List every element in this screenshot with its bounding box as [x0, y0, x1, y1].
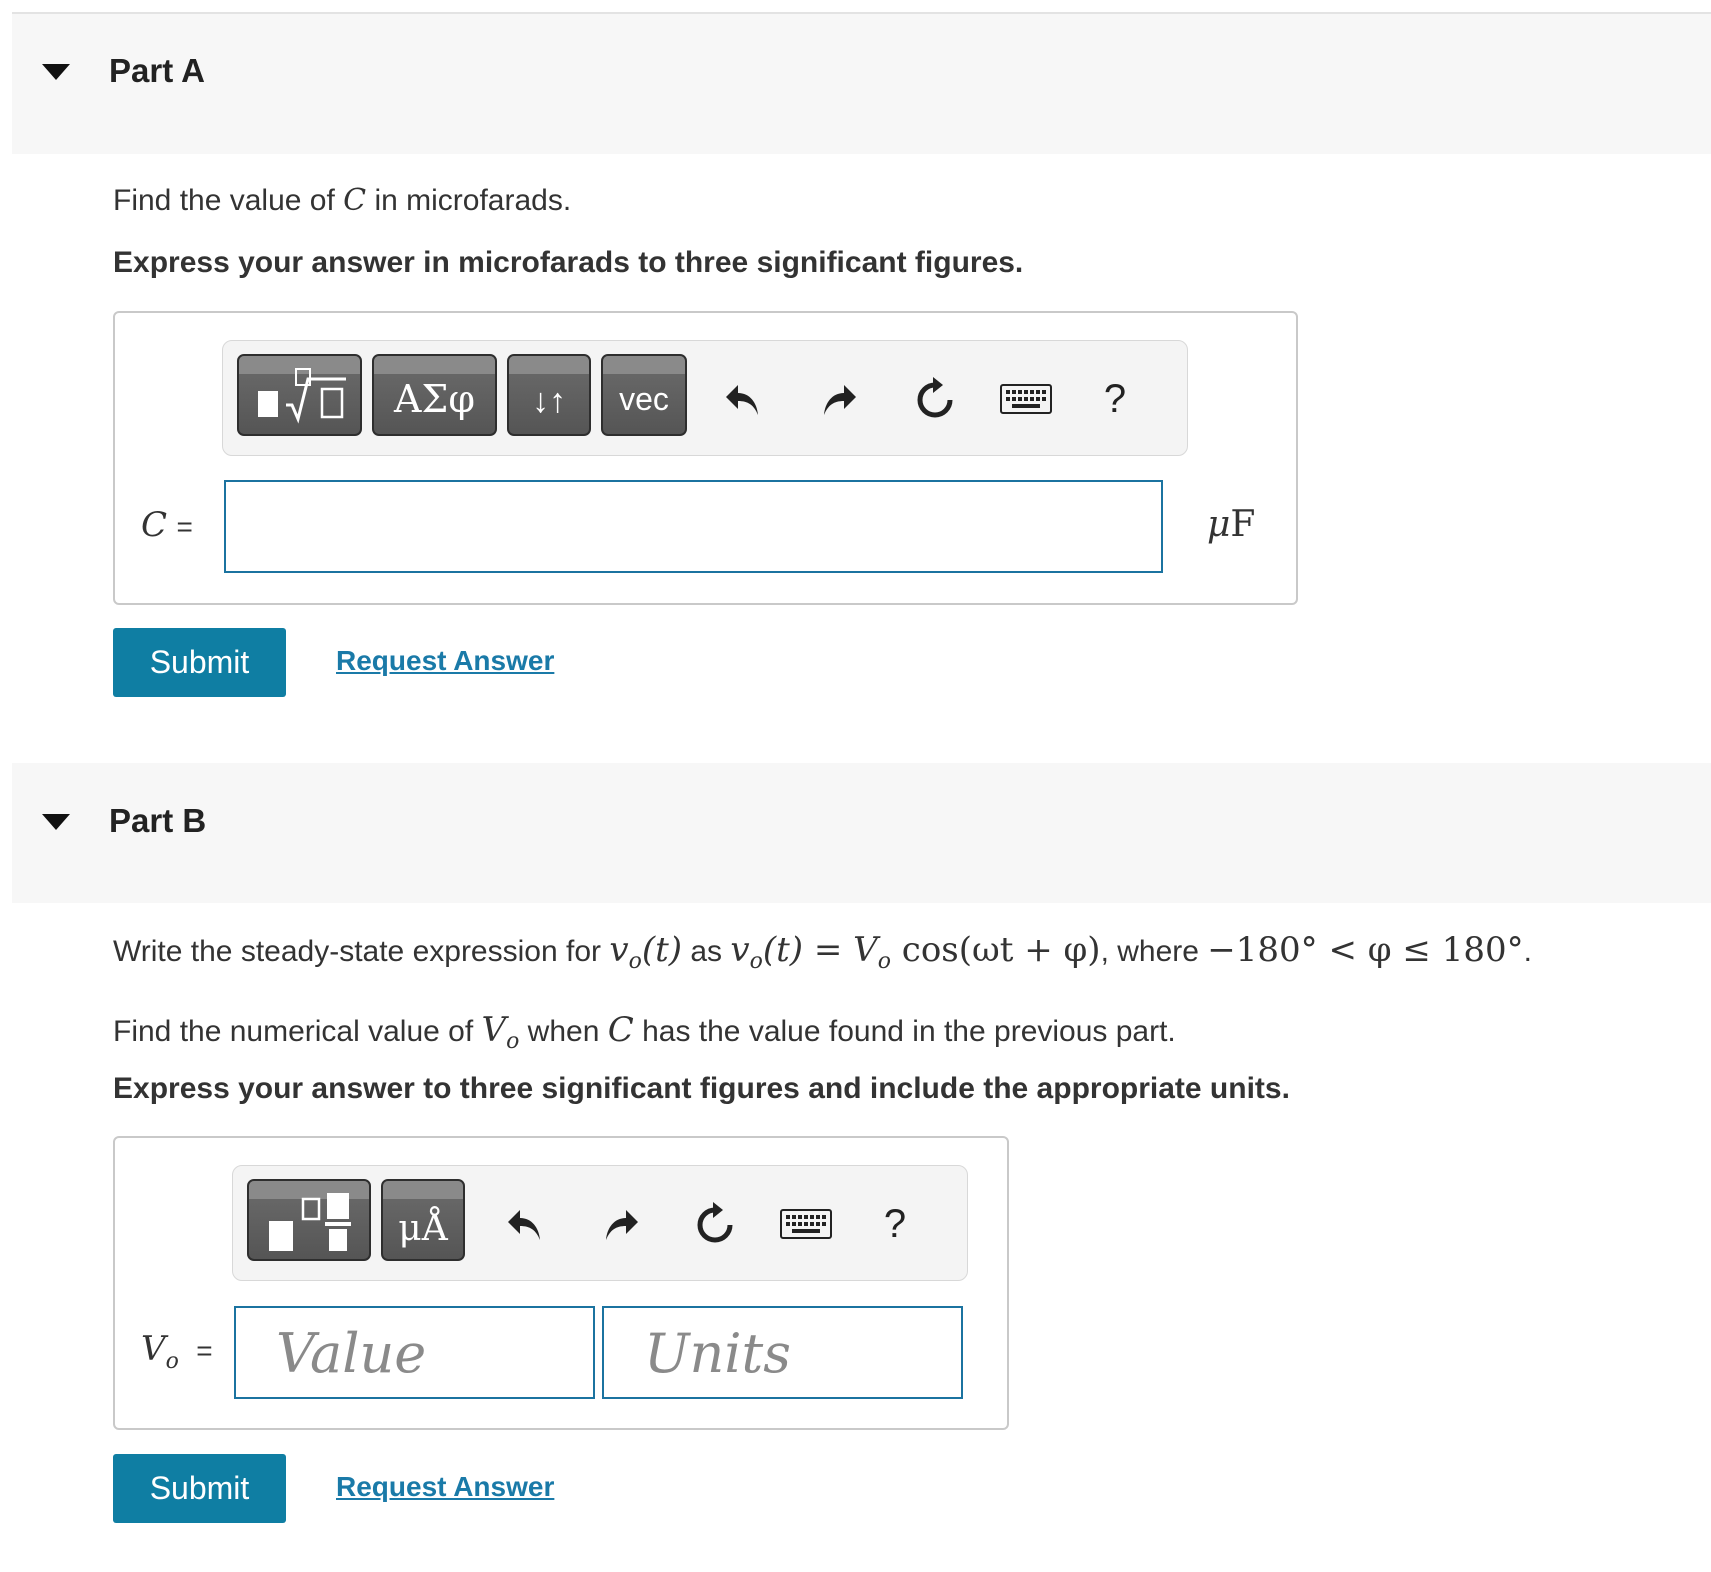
var-V: V — [853, 930, 878, 970]
part-b-question-line2 — [113, 1010, 1176, 1054]
value-input[interactable] — [234, 1306, 595, 1399]
subscript-o: o — [877, 949, 891, 974]
question-text-suffix: has the value found in the previous part. — [633, 1015, 1176, 1048]
part-a-instruction: Express your answer in microfarads to three significant figures. — [113, 246, 1024, 279]
redo-icon[interactable] — [818, 377, 862, 421]
text-as: as — [682, 935, 731, 968]
part-b-instruction: Express your answer to three significant figures and include the appropriate units. — [113, 1072, 1290, 1105]
units-input[interactable] — [602, 1306, 963, 1399]
unit-mu: μ — [1207, 504, 1231, 545]
keyboard-icon[interactable] — [779, 1206, 833, 1242]
equals: = — [803, 930, 854, 970]
units-label: μÅ — [398, 1207, 448, 1249]
units-button[interactable] — [381, 1179, 465, 1261]
undo-icon[interactable] — [502, 1202, 546, 1246]
var-c: C — [343, 183, 367, 218]
subscript-o: o — [749, 949, 763, 974]
greek-symbols-button[interactable] — [372, 354, 497, 436]
equals-sign: = — [196, 1335, 213, 1366]
var-v: v — [730, 930, 750, 970]
arg-t: (t) — [641, 930, 683, 970]
collapse-caret-icon[interactable] — [42, 814, 70, 830]
part-a-submit-button[interactable]: Submit — [113, 628, 286, 697]
text-where: , where — [1100, 935, 1208, 968]
keyboard-icon[interactable] — [999, 381, 1053, 417]
arrows-button[interactable] — [507, 354, 591, 436]
greek-label: ΑΣφ — [394, 377, 475, 421]
var-v: v — [609, 930, 629, 970]
answer-label-vo — [141, 1329, 213, 1374]
templates-button[interactable] — [247, 1179, 371, 1261]
part-a-title: Part A — [109, 52, 205, 89]
equals-sign: = — [176, 511, 193, 542]
templates-fraction-icon — [261, 1189, 357, 1255]
answer-c-input[interactable] — [224, 480, 1163, 573]
question-text-suffix: in microfarads. — [366, 184, 572, 217]
reset-icon[interactable] — [691, 1200, 739, 1248]
collapse-caret-icon[interactable] — [42, 64, 70, 80]
subscript-o: o — [506, 1029, 520, 1054]
part-b-submit-button[interactable]: Submit — [113, 1454, 286, 1523]
unit-microfarad — [1207, 503, 1255, 545]
part-b-title: Part B — [109, 802, 207, 839]
vec-label: vec — [619, 380, 669, 417]
phase-range: −180° < φ ≤ 180° — [1207, 930, 1524, 970]
part-a-math-toolbar — [222, 340, 1188, 456]
answer-var: V — [141, 1329, 166, 1369]
units-placeholder: Units — [644, 1322, 791, 1385]
part-a-question — [113, 183, 571, 218]
arrows-label: ↓↑ — [532, 381, 566, 420]
part-b-question-line1 — [113, 930, 1532, 974]
cos-expression: cos(ωt + φ) — [890, 930, 1101, 970]
text-when: when — [519, 1015, 608, 1048]
part-b-math-toolbar — [232, 1165, 968, 1281]
part-b-header[interactable] — [12, 763, 1711, 903]
question-text: Write the steady-state expression for — [113, 935, 610, 968]
part-a-request-answer-link[interactable]: Request Answer — [336, 645, 555, 676]
unit-f: F — [1230, 504, 1256, 545]
help-button[interactable]: ? — [1103, 376, 1127, 421]
var-V: V — [481, 1010, 507, 1050]
answer-var: C — [141, 505, 168, 545]
reset-icon[interactable] — [911, 375, 959, 423]
subscript-o: o — [628, 949, 642, 974]
var-c: C — [607, 1010, 634, 1050]
help-button[interactable]: ? — [883, 1201, 907, 1246]
part-a-answer-box — [113, 311, 1298, 605]
part-b-answer-box — [113, 1136, 1009, 1430]
value-placeholder: Value — [276, 1322, 427, 1385]
part-b-request-answer-link[interactable]: Request Answer — [336, 1471, 555, 1502]
answer-subscript: o — [165, 1348, 179, 1374]
question-text: Find the numerical value of — [113, 1015, 482, 1048]
templates-button[interactable] — [237, 354, 362, 436]
answer-label-c — [141, 505, 193, 545]
question-text: Find the value of — [113, 184, 344, 217]
vector-button[interactable] — [601, 354, 687, 436]
period: . — [1523, 935, 1532, 968]
redo-icon[interactable] — [600, 1202, 644, 1246]
undo-icon[interactable] — [720, 377, 764, 421]
arg-t: (t) — [762, 930, 804, 970]
templates-sqrt-icon — [250, 365, 350, 425]
part-a-header[interactable] — [12, 14, 1711, 154]
